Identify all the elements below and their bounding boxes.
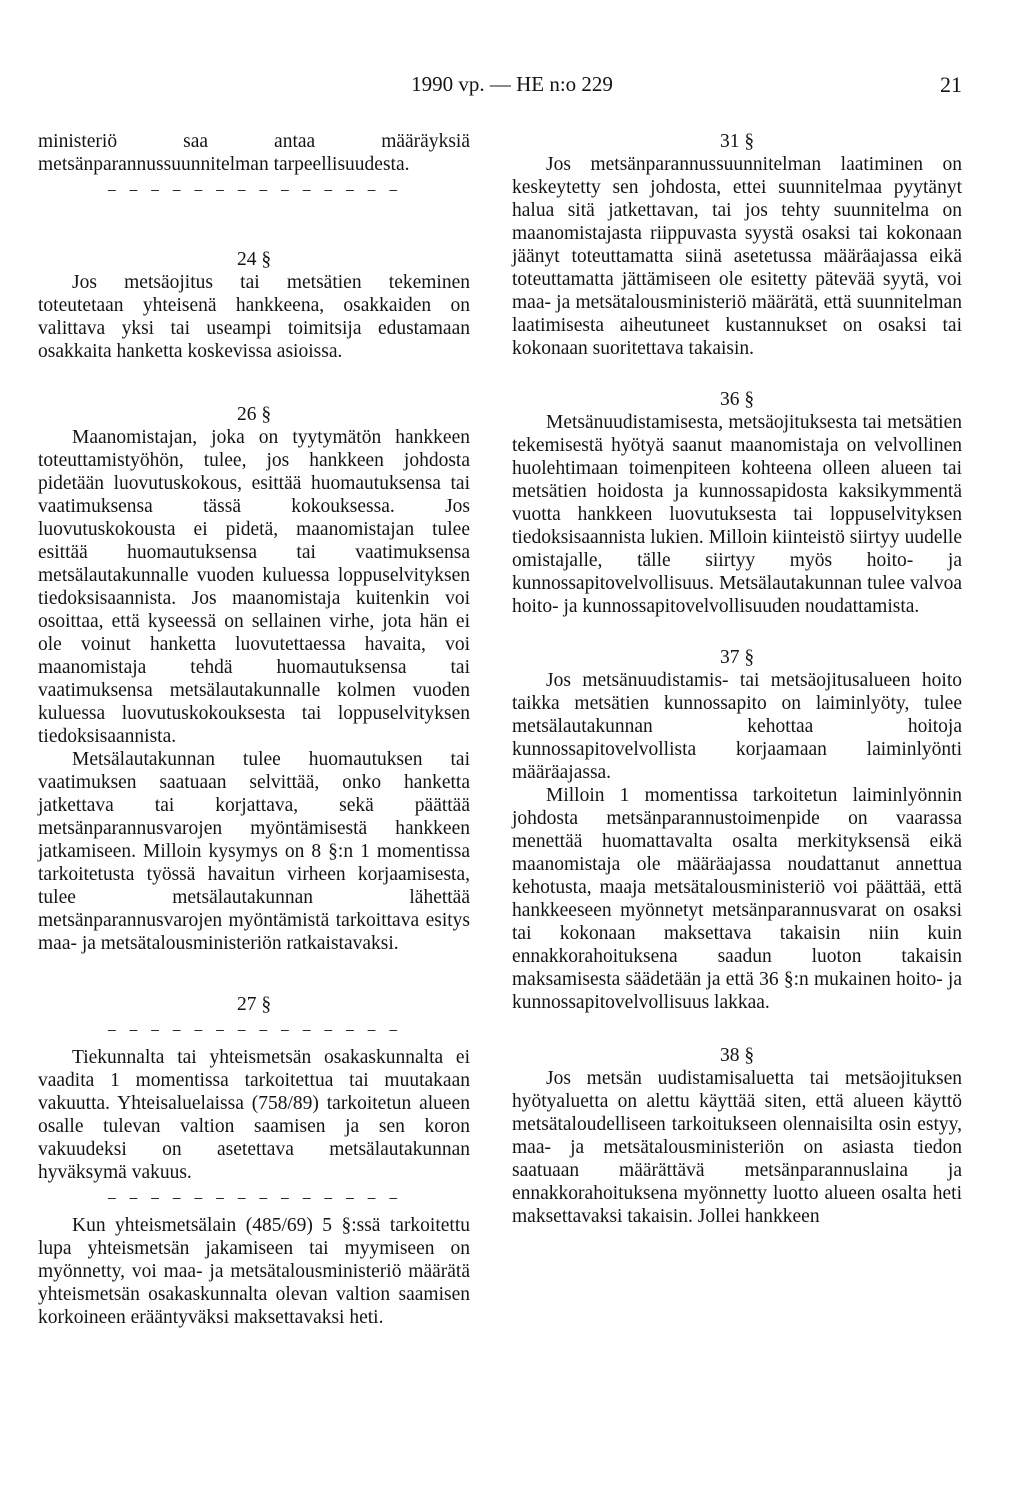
section-31-heading: 31 § — [719, 131, 755, 152]
right-column — [512, 130, 962, 1228]
section-27-paragraph-2: Kun yhteismetsälain (485/69) 5 §:ssä tarkoitettu lupa yhteismetsän jakamiseen tai myymiseen on myönnetty, voi maa- ja metsätalousministeriö määrätä yhteismetsän osakaskunnalta olevan valtion saamisen korkoineen erääntyväksi maksettavaksi heti. — [38, 1215, 470, 1328]
section-37-paragraph-2: Milloin 1 momentissa tarkoitetun laiminlyönnin johdosta metsänparannustoimenpide on vaarassa menettää huomattavalta osalta merkityksensä eikä maanomistaja ole määräajassa noudattanut annettua kehotusta, maaja metsätalousministeriö voi päättää, että hankkeeseen myönnetyt metsänparannusvarat on osaksi tai kokonaan maksettava takaisin niin kuin ennakkorahoituksena saadun luoton takaisin maksamisesta säädetään ja että 36 §:n mukainen hoito- ja kunnossapitovelvollisuus lakkaa. — [512, 785, 962, 1013]
section-31-text: Jos metsänparannussuunnitelman laatiminen on keskeytetty sen johdosta, ettei suunnitelmaa pyytänyt halua sitä jatkettavan, tai jos tehty suunnitelma on maanomistajasta riippuvasta syystä osaksi tai kokonaan jäänyt toteuttamatta siinä asetetussa määräajassa eikä toteuttamatta jättämiseen ole esitetty pätevää syytä, voi maa- ja metsätalousministeriö määrätä, että suunnitelman laatimisesta aiheutuneet kustannukset on osaksi tai kokonaan suoritettava takaisin. — [512, 154, 962, 359]
spacer — [512, 1014, 962, 1044]
spacer — [512, 618, 962, 646]
intro-paragraph: ministeriö saa antaa määräyksiä metsänparannussuunnitelman tarpeellisuudesta. — [38, 131, 470, 175]
section-37-paragraph-1: Jos metsänuudistamis- tai metsäojitusalueen hoito taikka metsätien kunnossapito on laiminlyöty, tulee metsälautakunnan kehottaa hoitoja kunnossapitovelvollista korjaamaan laiminlyönti määräajassa. — [512, 670, 962, 783]
section-24-heading: 24 § — [236, 249, 272, 270]
section-26-paragraph-2: Metsälautakunnan tulee huomautuksen tai vaatimuksen saatuaan selvittää, onko hanketta jatkettava tai korjattava, sekä päättää metsänparannusvarojen myöntämisestä hankkeen jatkamiseen. Milloin kysymys on 8 §:n 1 momentissa tarkoitetusta työssä havaitun virheen korjaamisesta, tulee metsälautakunnan lähettää metsänparannusvarojen myöntämistä tarkoittava esitys maa- ja metsätalousministeriön ratkaistavaksi. — [38, 749, 470, 954]
section-36-text: Metsänuudistamisesta, metsäojituksesta tai metsätien tekemisestä hyötyä saanut maanomistaja on velvollinen huolehtimaan toimenpiteen kohteena olleen alueen tai metsätien hoidosta ja kunnossapidosta kaksikymmentä vuotta hankkeen luovutuksesta tai loppuselvityksen tiedoksisaannista lukien. Milloin kiinteistö siirtyy uudelle omistajalle, tälle siirtyy myös hoito- ja kunnossapitovelvollisuus. Metsälautakunnan tulee valvoa hoito- ja kunnossapitovelvollisuuden noudattamista. — [512, 412, 962, 617]
spacer — [38, 206, 470, 248]
omission-marker: — — — — — — — — — — — — — — — [107, 1191, 401, 1206]
section-27-heading: 27 § — [236, 994, 272, 1015]
section-27-paragraph-1: Tiekunnalta tai yhteismetsän osakaskunnalta ei vaadita 1 momentissa tarkoitettua tai muutakaan vakuutta. Yhteisaluelaissa (758/89) tarkoitetun alueen osalle tulevan valtion saamisen ja sen koron vakuudeksi on asetettava metsälautakunnan hyväksymä vakuus. — [38, 1047, 470, 1183]
omission-marker: — — — — — — — — — — — — — — — [107, 183, 401, 198]
section-24-text: Jos metsäojitus tai metsätien tekeminen toteutetaan yhteisenä hankkeena, osakkaiden on valittava yksi tai useampi toimitsija edustamaan osakkaita hanketta koskevissa asioissa. — [38, 272, 470, 362]
spacer — [38, 363, 470, 403]
section-38-text: Jos metsän uudistamisaluetta tai metsäojituksen hyötyaluetta on alettu käyttää siten, että alueen käyttö metsätaloudelliseen tarkoitukseen olennaisilta osin estyy, maa- ja metsätalousministeriön on asiasta tiedon saatuaan määrättävä metsänparannuslaina ja ennakkorahoituksena myönnetty luotto alueen osalta heti maksettavaksi takaisin. Jollei hankkeen — [512, 1068, 962, 1227]
running-head: 1990 vp. — HE n:o 229 — [411, 72, 613, 96]
spacer — [512, 360, 962, 388]
section-37-heading: 37 § — [719, 647, 755, 668]
section-26-paragraph-1: Maanomistajan, joka on tyytymätön hankkeen toteuttamistyöhön, tulee, jos hankkeen johdosta pidetään luovutuskokous, esittää huomautuksensa tai vaatimuksensa tässä kokouksessa. Jos luovutuskokousta ei pidetä, maanomistajan tulee esittää huomautuksensa tai vaatimuksensa metsälautakunnalle vuoden kuluessa loppuselvityksen tiedoksisaannista. Jos maanomistaja kuitenkin voi osoittaa, että kyseessä on sellainen virhe, jota hän ei ole voinut hanketta luovutettaessa havaita, voi maanomistaja tehdä huomautuksensa tai vaatimuksensa metsälautakunnalle kolmen vuoden kuluessa luovutuskokouksesta tai loppuselvityksen tiedoksisaannista. — [38, 427, 470, 747]
section-36-heading: 36 § — [719, 389, 755, 410]
section-26-heading: 26 § — [236, 404, 272, 425]
section-38-heading: 38 § — [719, 1045, 755, 1066]
left-column — [38, 130, 470, 1329]
omission-marker: — — — — — — — — — — — — — — — [107, 1023, 401, 1038]
page-header — [0, 72, 1024, 102]
page-number: 21 — [940, 72, 962, 97]
spacer — [38, 955, 470, 993]
